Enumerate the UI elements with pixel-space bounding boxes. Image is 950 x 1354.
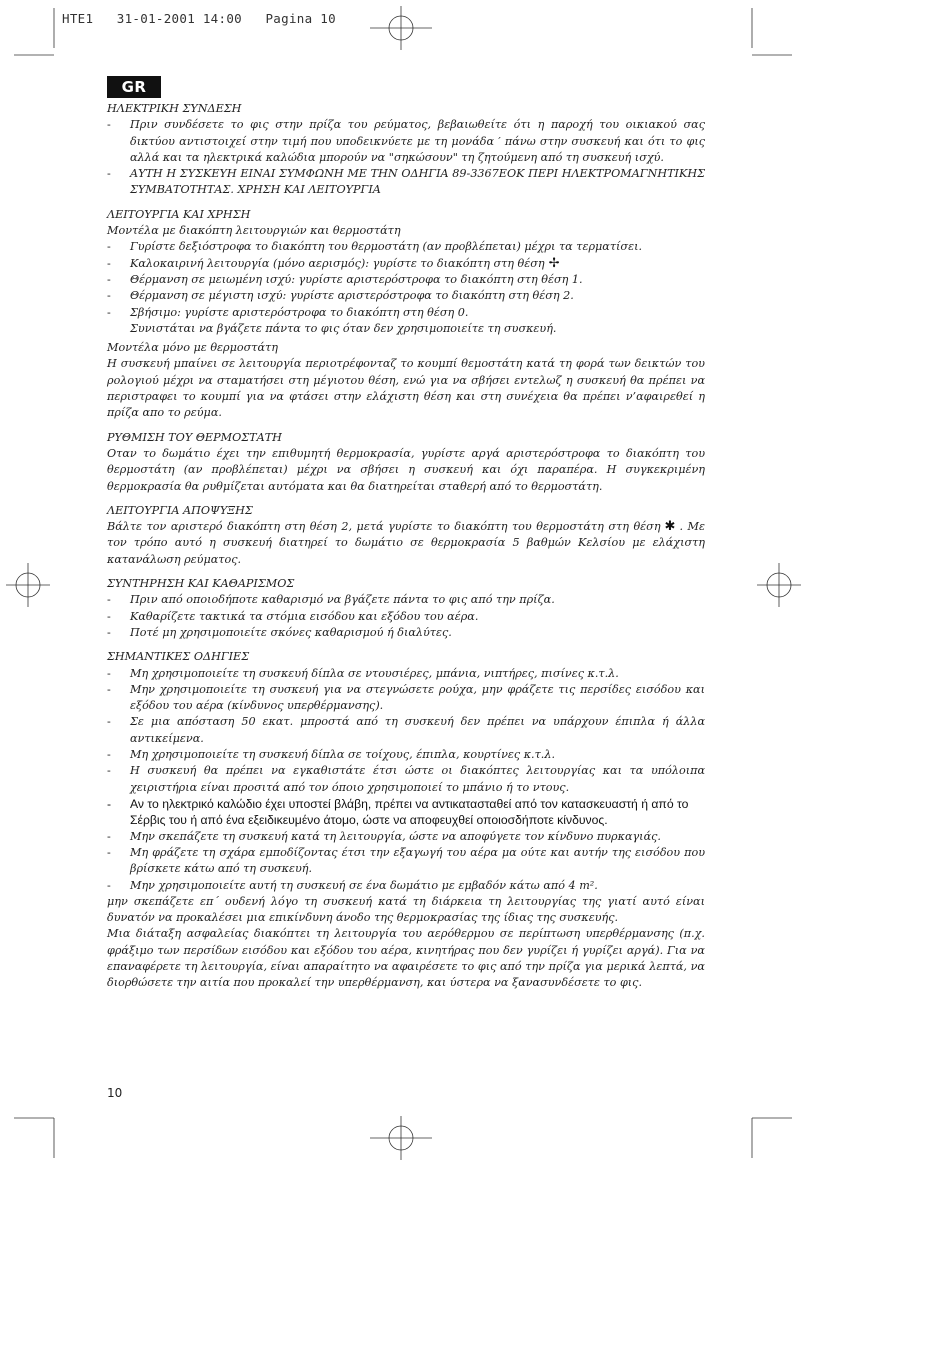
bullet-dash: - [107, 305, 111, 319]
list-item [107, 256, 705, 272]
item-text: Σε μια απόσταση 50 εκατ. μπροστά από τη συσκευή δεν πρέπει να υπάρχουν έπιπλα ή άλλα αντικείμενα. [130, 715, 705, 745]
list-item [107, 288, 705, 304]
section-title-thermostat: ΡΥΘΜΙΣΗ ΤΟΥ ΘΕΡΜΟΣΤΑΤΗ [107, 430, 282, 444]
list-item [107, 166, 705, 199]
bullet-dash: - [107, 593, 111, 607]
bullet-dash: - [107, 747, 111, 761]
list-item [107, 272, 705, 288]
list-item [107, 239, 705, 255]
section-title-antifreeze: ΛΕΙΤΟΥΡΓΙΑ ΑΠΟΨΥΞΗΣ [107, 503, 253, 517]
item-text: Καλοκαιρινή λειτουργία (μόνο αερισμός): γυρίστε το διακόπτη στη θέση [130, 256, 545, 270]
document-body [107, 101, 705, 992]
antifreeze-text [107, 519, 705, 568]
list-item [107, 625, 705, 641]
list-item [107, 592, 705, 608]
subtitle-thermostat-only: Μοντέλα μόνο με θερμοστάτη [107, 341, 278, 355]
subtitle-models-switch: Μοντέλα με διακόπτη λειτουργιών και θερμοστάτη [107, 224, 401, 238]
bullet-dash: - [107, 625, 111, 639]
thermostat-text: Οταν το δωμάτιο έχει την επιθυμητή θερμοκρασία, γυρίστε αργά αριστερόστροφα το διακόπτη του θερμοστάτη (αν προβλέπεται) μέχρι να σβήσει η συσκευή και όχι παραπέρα. Η συγκεκριμένη θερμοκρασία θα ρυθμίζεται αυτόματα και θα διατηρείται σταθερή από το θερμοστάτη. [107, 446, 705, 493]
list-item [107, 845, 705, 878]
list-item [107, 796, 705, 829]
bullet-dash: - [107, 167, 111, 181]
antifreeze-text-after: . Με τον τρόπο αυτό η συσκευή διατηρεί το δωμάτιο σε θερμοκρασία 5 βαθμών Κελσίου με ελάχιστη κατανάλωση ρεύματος. [107, 520, 705, 566]
item-text: Μη φράζετε τη σχάρα εμποδίζοντας έτσι την εξαγωγή του αέρα μα ούτε και αυτήν της εισόδου που βρίσκετε κάτω από τη συσκευή. [130, 845, 705, 876]
list-item [107, 682, 705, 715]
bullet-dash: - [107, 272, 111, 286]
item-text: Πριν συνδέσετε το φις στην πρίζα του ρεύματος, βεβαιωθείτε ότι η παροχή του οικιακού σας δικτύου αντιστοιχεί στην τιμή που υποδεικνύετε με τη μονάδα ′ πάνω στην συσκευή και ότι το φις αλλά και τα ηλεκτρικά καλώδια μπορούν να "σηκώσουν" τη ζητούμενη από τη συσκευή ισχύ. [130, 118, 705, 164]
item-text: Μη χρησιμοποιείτε τη συσκευή δίπλα σε ντουσιέρες, μπάνια, νιπτήρες, πισίνες κ.τ.λ. [130, 666, 619, 680]
antifreeze-text-before: Βάλτε τον αριστερό διακόπτη στη θέση 2, μετά γυρίστε το διακόπτη του θερμοστάτη στη θέση [107, 520, 661, 534]
print-header: HTE1 31-01-2001 14:00 Pagina 10 [62, 11, 336, 26]
bullet-dash: - [107, 118, 111, 132]
list-item [107, 763, 705, 796]
list-item [107, 305, 705, 321]
bullet-dash: - [107, 796, 112, 811]
item-text: Σβήσιμο: γυρίστε αριστερόστροφα το διακόπτη στη θέση 0. [130, 305, 469, 319]
item-text: Καθαρίζετε τακτικά τα στόμια εισόδου και εξόδου του αέρα. [130, 609, 479, 623]
item-text: Αν το ηλεκτρικό καλώδιο έχει υποστεί βλάβη, πρέπει να αντικατασταθεί από τον κατασκευαστή ή από το Σέρβις του ή από ένα εξειδικευμένο άτομο, ώστε να αποφευχθεί οποιοσδήποτε κίνδυνος. [130, 796, 689, 828]
list-item [107, 666, 705, 682]
list-item [107, 829, 705, 845]
list-item [107, 714, 705, 747]
bullet-dash: - [107, 289, 111, 303]
bullet-dash: - [107, 845, 111, 859]
item-text: Η συσκευή θα πρέπει να εγκαθιστάτε έτσι ώστε οι διακόπτες λειτουργίας και τα υπόλοιπα χειριστήρια είναι προσιτά από τον όποιο χρησιμοποιεί το μπάνιο ή το ντους. [130, 764, 705, 794]
bullet-dash: - [107, 256, 111, 270]
item-text: ΑΥΤΗ Η ΣΥΣΚΕΥΗ ΕΙΝΑΙ ΣΥΜΦΩΝΗ ΜΕ ΤΗΝ ΟΔΗΓΙΑ 89-3367ΕΟΚ ΠΕΡΙ ΗΛΕΚΤΡΟΜΑΓΝΗΤΙΚΗΣ ΣΥΜΒΑΤΟΤΗΤΑΣ. ΧΡΗΣΗ ΚΑΙ ΛΕΙΤΟΥΡΓΙΑ [130, 167, 705, 197]
bullet-dash: - [107, 878, 111, 892]
list-item [107, 878, 705, 894]
safety-paragraph: μην σκεπάζετε επ΄ ουδενή λόγο τη συσκευή κατά τη διάρκεια τη λειτουργίας της γιατί αυτό είναι δυνατόν να προκαλέσει μια επικίνδυνη άνοδο της θερμοκρασίας της ίδιας της συσκευής. [107, 894, 705, 925]
item-text: Μην χρησιμοποιείτε αυτή τη συσκευή σε ένα δωμάτιο με εμβαδόν κάτω από 4 m². [130, 878, 598, 892]
item-text: Ποτέ μη χρησιμοποιείτε σκόνες καθαρισμού ή διαλύτες. [130, 625, 452, 639]
operation-note: Συνιστάται να βγάζετε πάντα το φις όταν δεν χρησιμοποιείτε τη συσκευή. [130, 321, 557, 335]
item-text: Μην σκεπάζετε τη συσκευή κατά τη λειτουργία, ώστε να αποφύγετε τον κίνδυνο πυρκαγιάς. [130, 829, 661, 843]
fan-icon: ✢ [548, 255, 560, 271]
bullet-dash: - [107, 715, 111, 729]
section-title-safety: ΣΗΜΑΝΤΙΚΕΣ ΟΔΗΓΙΕΣ [107, 650, 250, 664]
section-title-maintenance: ΣΥΝΤΗΡΗΣΗ ΚΑΙ ΚΑΘΑΡΙΣΜΟΣ [107, 577, 295, 591]
item-text: Μη χρησιμοποιείτε τη συσκευή δίπλα σε τοίχους, έπιπλα, κουρτίνες κ.τ.λ. [130, 747, 556, 761]
list-item [107, 747, 705, 763]
section-title-operation: ΛΕΙΤΟΥΡΓΙΑ ΚΑΙ ΧΡΗΣΗ [107, 207, 251, 221]
item-text: Πριν από οποιοδήποτε καθαρισμό να βγάζετε πάντα το φις από την πρίζα. [130, 593, 555, 607]
language-tag: GR [107, 76, 161, 98]
item-text: Θέρμανση σε μειωμένη ισχύ: γυρίστε αριστερόστροφα το διακόπτη στη θέση 1. [130, 272, 583, 286]
snowflake-icon: ✱ [664, 519, 676, 535]
section-title-electrical: ΗΛΕΚΤΡΙΚΗ ΣΥΝΔΕΣΗ [107, 102, 242, 115]
list-item [107, 117, 705, 166]
bullet-dash: - [107, 682, 111, 696]
bullet-dash: - [107, 666, 111, 680]
safety-device-paragraph: Μια διάταξη ασφαλείας διακόπτει τη λειτουργία του αερόθερμου σε περίπτωση υπερθέρμανσης (π.χ. φράξιμο των περσίδων εισόδου και εξόδου του αέρα, κινητήρας που δεν γυρίζει ή γυρίζει αργά). Για να επαναφέρετε τη λειτουργία, είναι απαραίτητο να αφαιρέσετε το φις από την πρίζα για μερικά λεπτά, να διορθώσετε την αιτία που προκαλεί την υπερθέρμανση, και ύστερα να ξανασυνδέσετε το φις. [107, 927, 705, 990]
bullet-dash: - [107, 829, 111, 843]
list-item [107, 609, 705, 625]
item-text: Θέρμανση σε μέγιστη ισχύ: γυρίστε αριστερόστροφα το διακόπτη στη θέση 2. [130, 289, 574, 303]
item-text: Μην χρησιμοποιείτε τη συσκευή για να στεγνώσετε ρούχα, μην φράζετε τις περσίδες εισόδου και εξόδου του αέρα (κίνδυνος υπερθέρμανσης). [130, 682, 705, 713]
bullet-dash: - [107, 240, 111, 254]
bullet-dash: - [107, 609, 111, 623]
item-text: Γυρίστε δεξιόστροφα το διακόπτη του θερμοστάτη (αν προβλέπεται) μέχρι τα τερματίσει. [130, 240, 643, 254]
page-number: 10 [107, 1086, 123, 1100]
bullet-dash: - [107, 764, 111, 778]
thermostat-only-text: Η συσκευή μπαίνει σε λειτουργία περιοτρέφονταζ το κουμπί θεμοστάτη κατά τη φορά των δεικτών του ρολογιού μέχρι να σταματήσει στη μέγιοτου θέση, ενώ για να σβήσει εντελωζ η συσκευή θα πρέπει να περιστραφει το κουμπί για να φτάσει στην ελάχιστη θέση και στη συνέχεια θα πρέπει ν’αφαιρεθεί η πρίζα απο το ρεύμα. [107, 357, 705, 420]
